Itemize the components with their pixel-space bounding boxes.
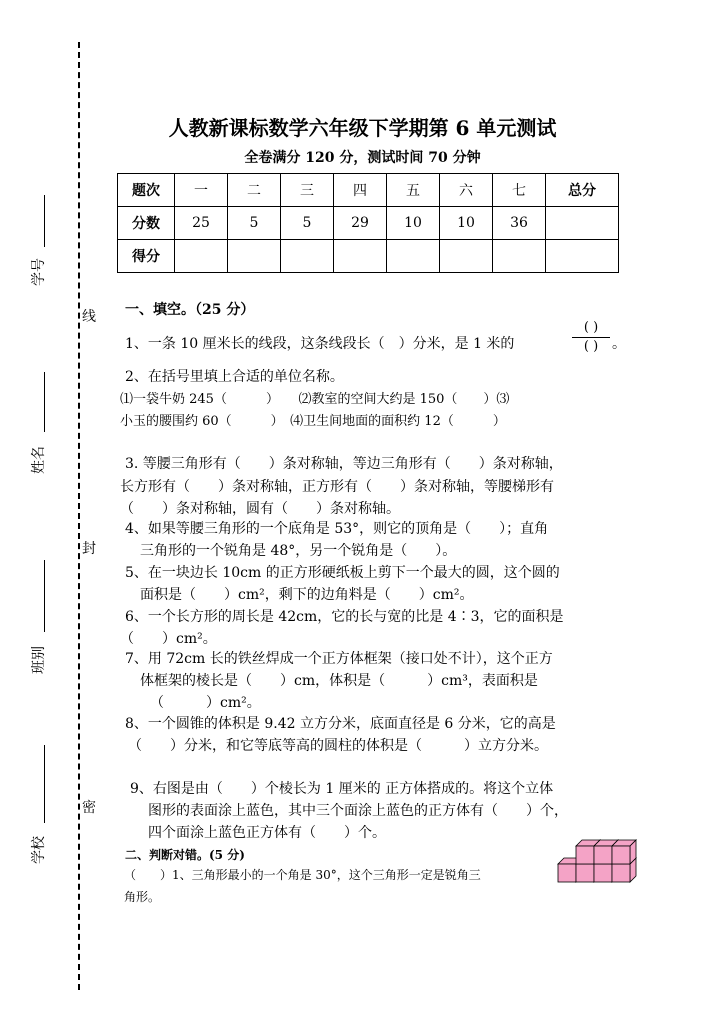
question-9-line-1: 9、右图是由（ ）个棱长为 1 厘米的 正方体搭成的。将这个立体 [130, 781, 554, 797]
fraction-numerator[interactable]: ( ) [583, 320, 599, 335]
seal-line-char: 线 [82, 309, 96, 325]
fraction-bar [572, 337, 610, 338]
score-cell: 10 [440, 207, 493, 240]
student-name-label: 姓名 [31, 446, 47, 474]
earned-cell[interactable] [175, 240, 228, 273]
earned-cell[interactable] [387, 240, 440, 273]
page-subtitle: 全卷满分 120 分，测试时间 70 分钟 [244, 150, 481, 166]
class-field[interactable] [44, 560, 45, 632]
earned-cell[interactable] [228, 240, 281, 273]
cube-front-face [594, 864, 612, 882]
score-table [117, 173, 619, 273]
cube-front-face [612, 864, 630, 882]
question-4-line-2: 三角形的一个锐角是 48°，另一个锐角是（ ）。 [140, 543, 457, 559]
section-heading: 二、判断对错。(5 分) [125, 848, 245, 862]
judgment-question-1-cont: 角形。 [124, 890, 161, 904]
score-cell: 5 [228, 207, 281, 240]
score-cell: 5 [281, 207, 334, 240]
table-row [118, 240, 619, 273]
column-header: 五 [387, 174, 440, 207]
question-4-line-1: 4、如果等腰三角形的一个底角是 53°，则它的顶角是（ ）；直角 [125, 521, 549, 537]
question-6-line-1: 6、一个长方形的周长是 42cm，它的长与宽的比是 4∶3，它的面积是 [125, 609, 564, 625]
row-label: 分数 [118, 207, 175, 240]
score-cell: 25 [175, 207, 228, 240]
cube-group [558, 840, 636, 882]
cube-stack-figure [556, 828, 638, 886]
question-5-line-2: 面积是（ ）cm²，剩下的边角料是（ ）cm²。 [140, 587, 474, 603]
page-title: 人教新课标数学六年级下学期第 6 单元测试 [168, 116, 557, 140]
earned-cell[interactable] [493, 240, 546, 273]
cube-front-face [612, 846, 630, 864]
class-label: 班别 [31, 646, 47, 674]
question-3-line-1: 3. 等腰三角形有（ ）条对称轴，等边三角形有（ ）条对称轴， [125, 456, 563, 472]
table-row [118, 207, 619, 240]
question-5-line-1: 5、在一块边长 10cm 的正方形硬纸板上剪下一个最大的圆，这个圆的 [125, 565, 560, 581]
school-label: 学校 [31, 836, 47, 864]
cube-front-face [576, 864, 594, 882]
student-name-field[interactable] [44, 372, 45, 432]
column-header: 四 [334, 174, 387, 207]
cube-front-face [558, 864, 576, 882]
school-field[interactable] [44, 745, 45, 823]
question-3-line-2: 长方形有（ ）条对称轴，正方形有（ ）条对称轴，等腰梯形有 [120, 479, 554, 495]
question-2: 2、在括号里填上合适的单位名称。 [125, 369, 344, 385]
question-3-line-3: （ ）条对称轴，圆有（ ）条对称轴。 [120, 501, 400, 517]
student-number-field[interactable] [44, 195, 45, 247]
column-header: 三 [281, 174, 334, 207]
seal-seal-char: 封 [82, 541, 96, 557]
question-2-line-1: ⑴一袋牛奶 245（ ） ⑵教室的空间大约是 150（ ）⑶ [120, 392, 510, 407]
row-label: 得分 [118, 240, 175, 273]
earned-cell[interactable] [281, 240, 334, 273]
earned-cell[interactable] [440, 240, 493, 273]
score-cell: 10 [387, 207, 440, 240]
question-9-line-3: 四个面涂上蓝色正方体有（ ）个。 [148, 825, 386, 841]
section-heading: 一、填空。（25 分） [125, 302, 255, 318]
score-cell: 36 [493, 207, 546, 240]
question-1-end: 。 [612, 336, 626, 352]
column-header: 七 [493, 174, 546, 207]
score-cell [546, 207, 619, 240]
question-7-line-1: 7、用 72cm 长的铁丝焊成一个正方体框架（接口处不计），这个正方 [125, 651, 553, 667]
earned-cell[interactable] [546, 240, 619, 273]
score-cell: 29 [334, 207, 387, 240]
seal-secret-char: 密 [82, 800, 96, 816]
judgment-question-1: （ ）1、三角形最小的一个角是 30°，这个三角形一定是锐角三 [124, 868, 481, 882]
student-number-label: 学号 [31, 258, 47, 286]
binding-dashed-line [78, 42, 80, 990]
earned-cell[interactable] [334, 240, 387, 273]
column-header: 二 [228, 174, 281, 207]
question-8-line-2: （ ）分米，和它等底等高的圆柱的体积是（ ）立方分米。 [128, 738, 548, 754]
question-2-line-2: 小玉的腰围约 60（ ） ⑷卫生间地面的面积约 12（ ） [120, 414, 506, 429]
cube-front-face [576, 846, 594, 864]
question-1: 1、一条 10 厘米长的线段，这条线段长（ ）分米，是 1 米的 [125, 336, 515, 352]
question-7-line-3: （ ）cm²。 [150, 695, 261, 711]
table-row [118, 174, 619, 207]
fraction-denominator[interactable]: ( ) [583, 339, 599, 354]
fraction [572, 320, 610, 355]
question-9-line-2: 图形的表面涂上蓝色，其中三个面涂上蓝色的正方体有（ ）个， [148, 803, 568, 819]
column-header: 一 [175, 174, 228, 207]
column-header: 六 [440, 174, 493, 207]
column-header: 总分 [546, 174, 619, 207]
question-8-line-1: 8、一个圆锥的体积是 9.42 立方分米，底面直径是 6 分米，它的高是 [125, 716, 556, 732]
row-label: 题次 [118, 174, 175, 207]
question-7-line-2: 体框架的棱长是（ ）cm，体积是（ ）cm³，表面积是 [140, 673, 538, 689]
cube-front-face [594, 846, 612, 864]
question-6-line-2: （ ）cm²。 [120, 631, 217, 647]
